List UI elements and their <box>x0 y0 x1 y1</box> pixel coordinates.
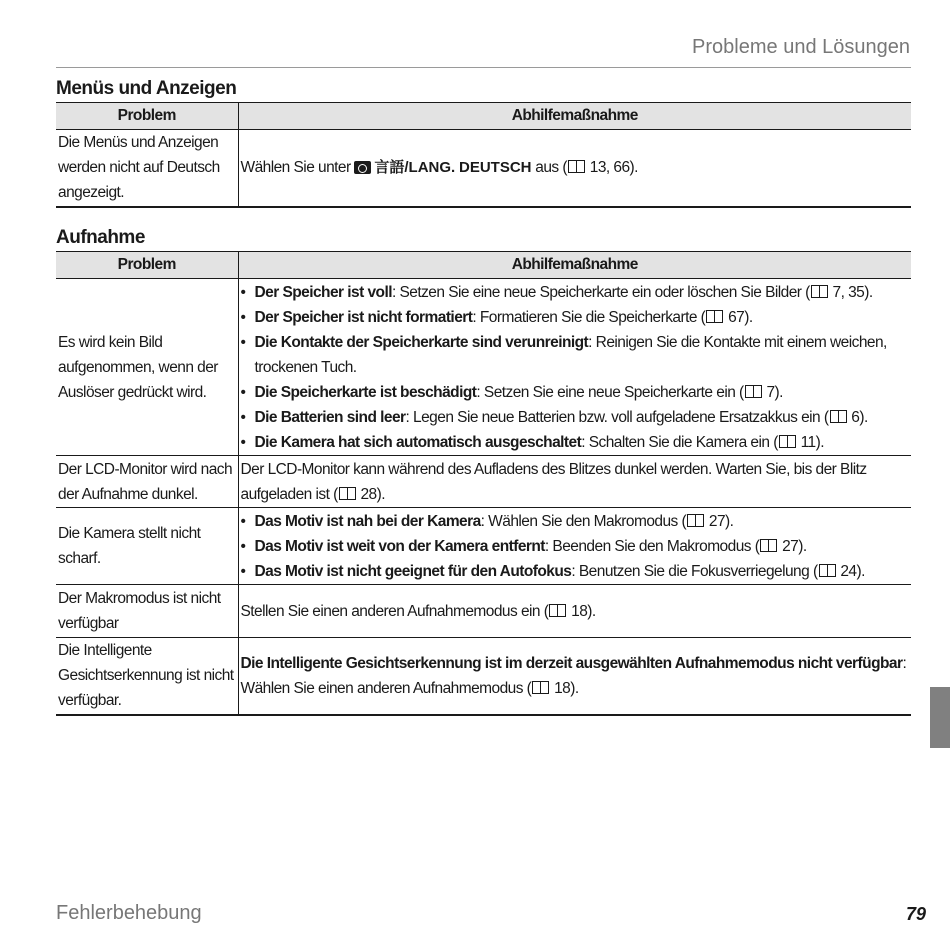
table-row <box>56 279 911 456</box>
list-item: • Die Speicherkarte ist beschädigt: Setzen Sie eine neue Speicherkarte ein ( 7). <box>241 380 910 405</box>
list-item: • Der Speicher ist voll: Setzen Sie eine neue Speicherkarte ein oder löschen Sie Bilder ( 7, 35). <box>241 280 910 305</box>
table-row <box>56 456 911 508</box>
book-icon <box>779 435 796 448</box>
table-row <box>56 638 911 715</box>
chapter-thumb-tab <box>930 687 950 748</box>
problem-cell: Der Makromodus ist nicht verfügbar <box>56 585 238 638</box>
book-icon <box>760 539 777 552</box>
table-row <box>56 508 911 585</box>
book-icon <box>811 285 828 298</box>
page-reference: 13, 66). <box>589 159 638 177</box>
problem-cell: Die Menüs und Anzeigen werden nicht auf Deutsch angezeigt. <box>56 130 238 207</box>
section-menus <box>56 76 911 208</box>
menu-value-deutsch: DEUTSCH <box>458 159 532 177</box>
remedy-cell <box>238 279 911 456</box>
book-icon <box>819 564 836 577</box>
remedy-cell <box>238 508 911 585</box>
book-icon <box>687 514 704 527</box>
book-icon <box>339 487 356 500</box>
remedy-cell <box>238 130 911 207</box>
section-title-aufnahme: Aufnahme <box>56 227 145 248</box>
problem-cell: Der LCD-Monitor wird nach der Aufnahme dunkel. <box>56 456 238 508</box>
column-header-remedy: Abhilfemaßnahme <box>238 103 911 130</box>
remedy-text: aus ( <box>535 159 567 177</box>
table-row <box>56 130 911 207</box>
table-menus <box>56 102 911 208</box>
problem-cell: Die Kamera stellt nicht scharf. <box>56 508 238 585</box>
list-item: • Das Motiv ist nicht geeignet für den Autofokus: Benutzen Sie die Fokusverriegelung ( 24). <box>241 559 910 584</box>
book-icon <box>532 681 549 694</box>
table-aufnahme <box>56 251 911 716</box>
footer-section-name: Fehlerbehebung <box>56 902 202 924</box>
list-item: • Der Speicher ist nicht formatiert: Formatieren Sie die Speicherkarte ( 67). <box>241 305 910 330</box>
book-icon <box>830 410 847 423</box>
remedy-list <box>241 280 910 455</box>
remedy-text: Wählen Sie unter <box>240 159 351 177</box>
remedy-cell: Stellen Sie einen anderen Aufnahmemodus ein ( 18). <box>238 585 911 638</box>
page-number: 79 <box>905 904 926 924</box>
section-aufnahme <box>56 225 911 716</box>
list-item: • Die Kontakte der Speicherkarte sind verunreinigt: Reinigen Sie die Kontakte mit einem weichen, trockenen Tuch. <box>241 330 910 380</box>
problem-cell: Die Intelligente Gesichtserkennung ist nicht verfügbar. <box>56 638 238 715</box>
column-header-problem: Problem <box>56 252 238 279</box>
remedy-cell: Die Intelligente Gesichtserkennung ist im derzeit ausgewählten Aufnahmemodus nicht verfügbar: Wählen Sie einen anderen Aufnahmemodus ( 18). <box>238 638 911 715</box>
table-row <box>56 585 911 638</box>
list-item: • Das Motiv ist nah bei der Kamera: Wählen Sie den Makromodus ( 27). <box>241 509 910 534</box>
book-icon <box>706 310 723 323</box>
column-header-remedy: Abhilfemaßnahme <box>238 252 911 279</box>
section-title-menus: Menüs und Anzeigen <box>56 78 237 99</box>
setup-menu-icon <box>354 161 371 174</box>
list-item: • Die Kamera hat sich automatisch ausgeschaltet: Schalten Sie die Kamera ein ( 11). <box>241 430 910 455</box>
remedy-list <box>241 509 910 584</box>
book-icon <box>549 604 566 617</box>
book-icon <box>745 385 762 398</box>
book-icon <box>568 160 585 173</box>
list-item: • Das Motiv ist weit von der Kamera entfernt: Beenden Sie den Makromodus ( 27). <box>241 534 910 559</box>
page-header-title: Probleme und Lösungen <box>692 36 910 58</box>
problem-cell: Es wird kein Bild aufgenommen, wenn der Auslöser gedrückt wird. <box>56 279 238 456</box>
list-item: • Die Batterien sind leer: Legen Sie neue Batterien bzw. voll aufgeladene Ersatzakkus ein ( 6). <box>241 405 910 430</box>
column-header-problem: Problem <box>56 103 238 130</box>
menu-item-lang: 言語/LANG. <box>374 159 456 177</box>
remedy-cell: Der LCD-Monitor kann während des Aufladens des Blitzes dunkel werden. Warten Sie, bis der Blitz aufgeladen ist ( 28). <box>238 456 911 508</box>
header-rule <box>56 67 911 68</box>
